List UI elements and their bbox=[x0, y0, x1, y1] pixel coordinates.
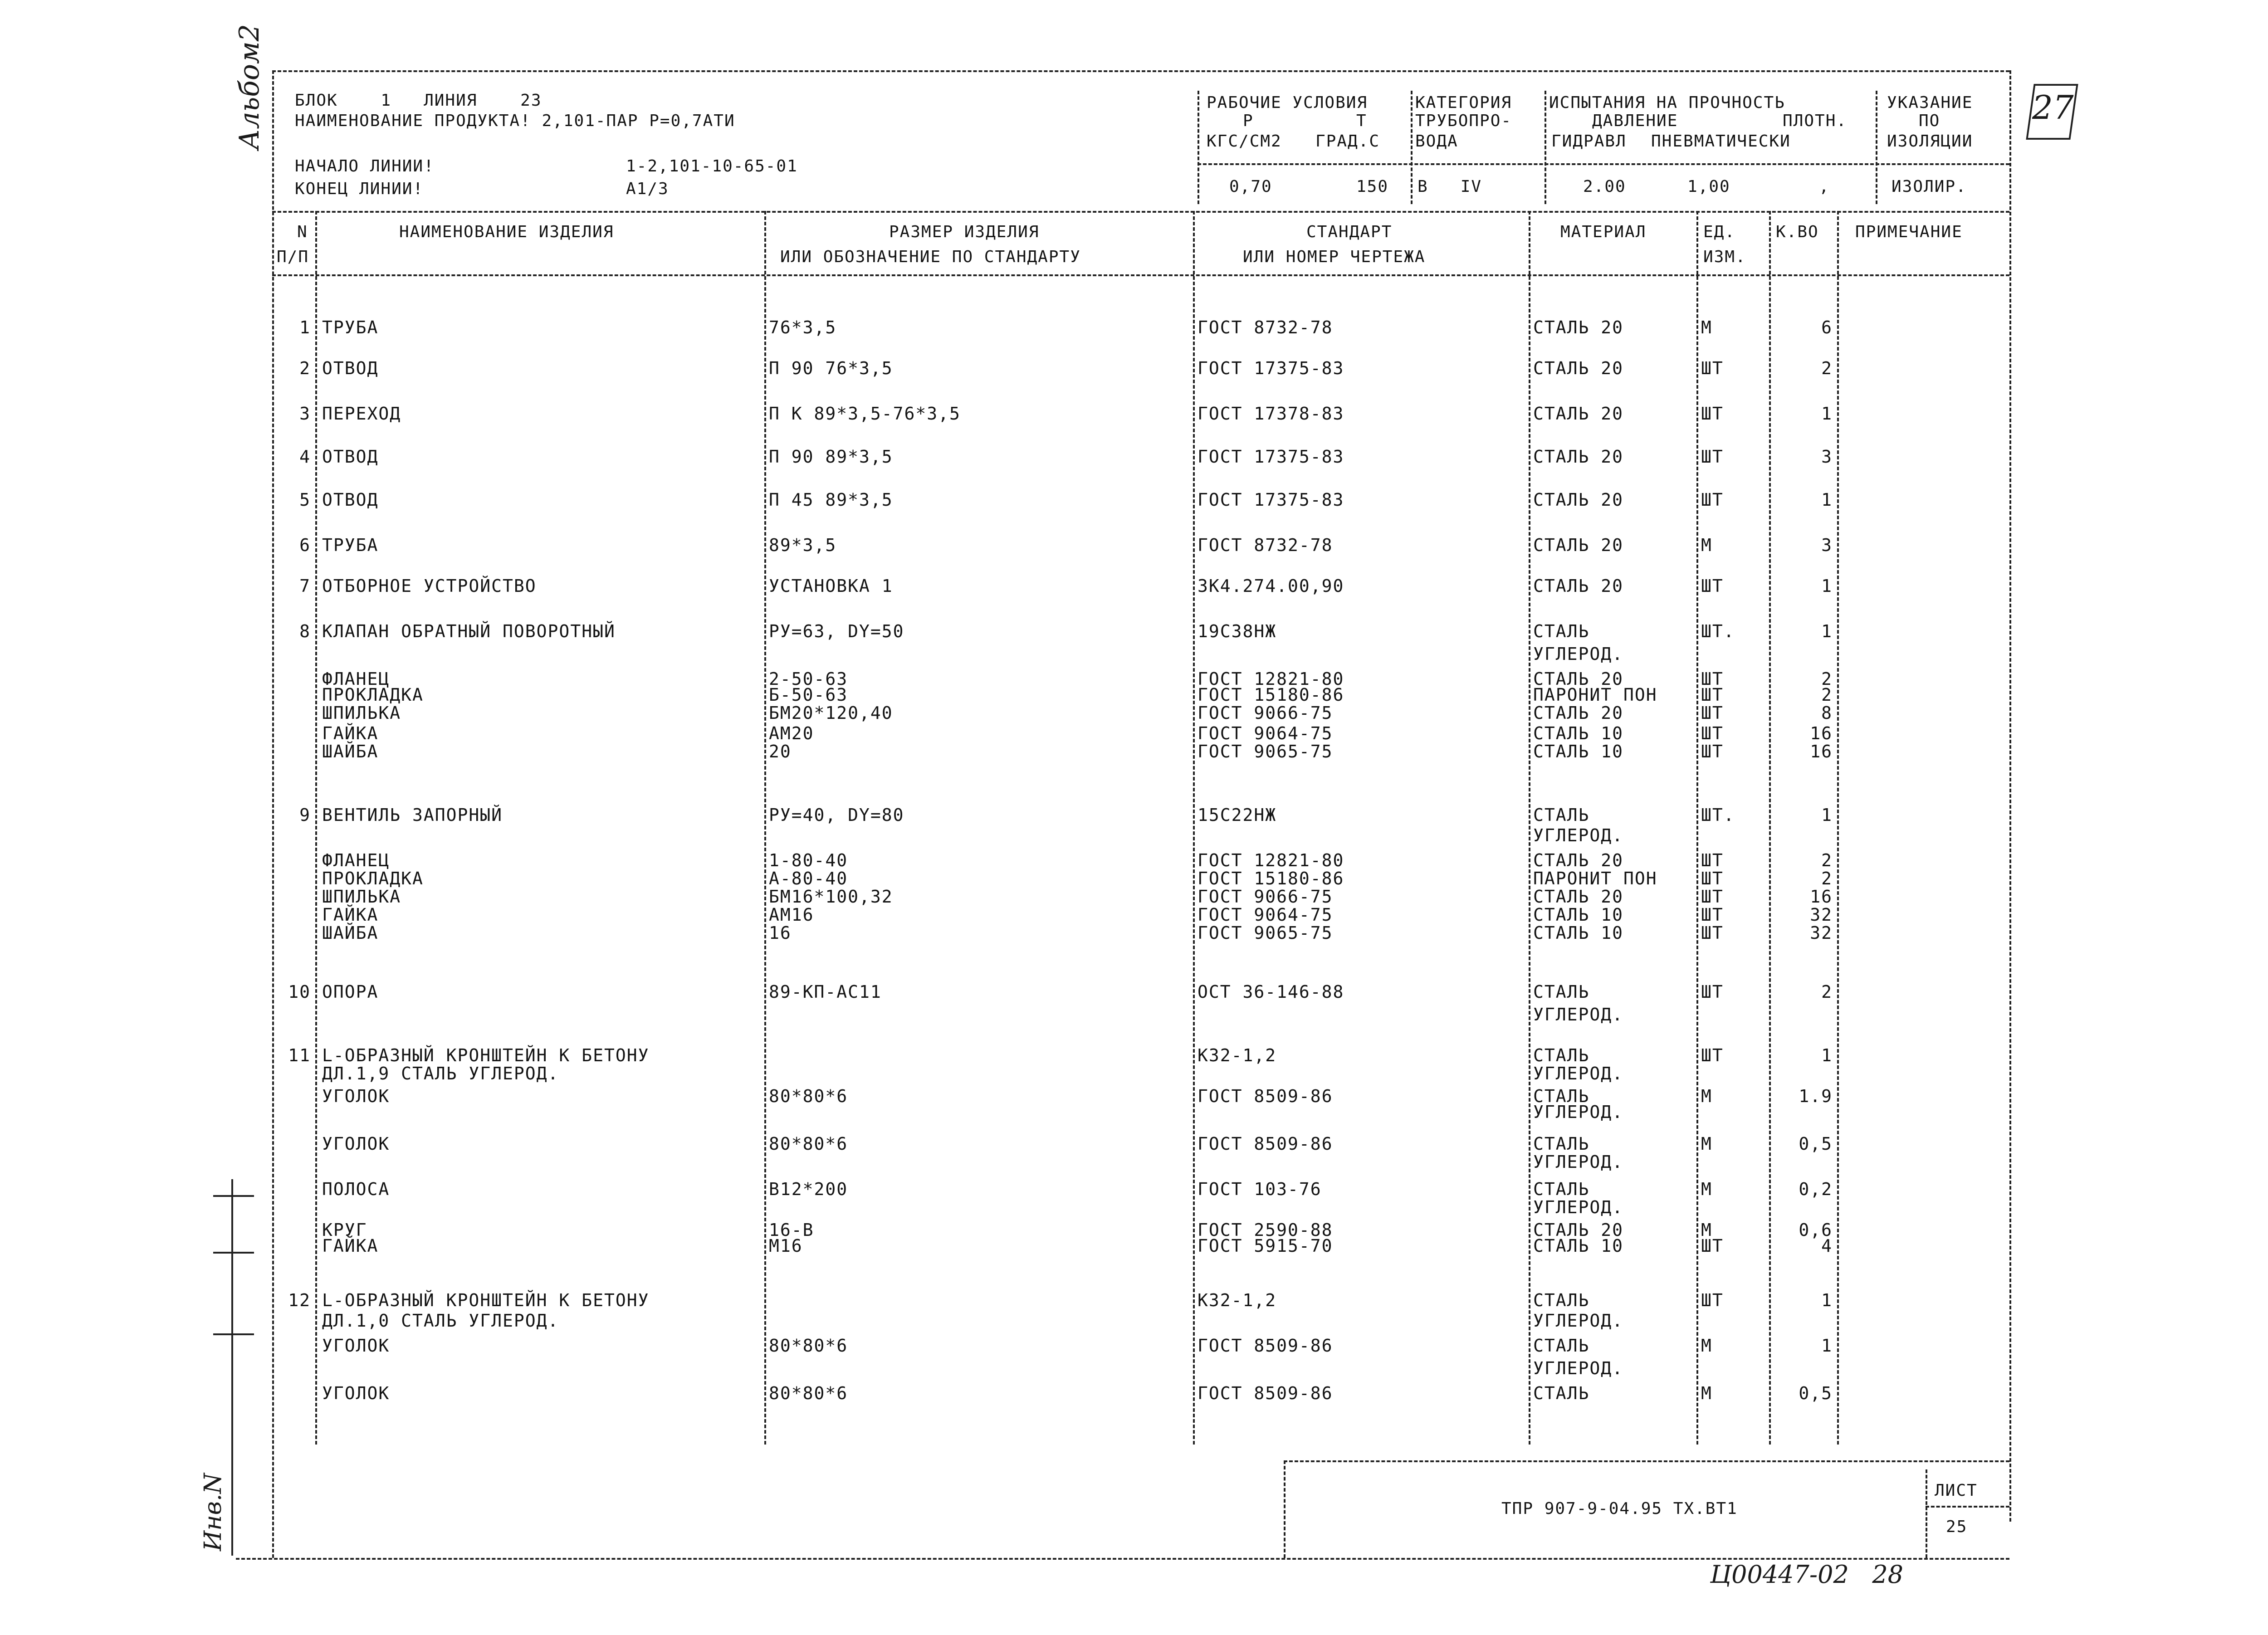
row-38-name: УГОЛОК bbox=[322, 1383, 390, 1403]
row-14-std: ГОСТ 9065-75 bbox=[1198, 742, 1333, 761]
row-3-mat: СТАЛЬ 20 bbox=[1533, 404, 1624, 424]
inv-note: Инв.N bbox=[200, 1473, 227, 1551]
row-32-name: КРУГ bbox=[322, 1220, 367, 1240]
row-17-name: ФЛАНЕЦ bbox=[322, 850, 390, 870]
category: КАТЕГОРИЯ bbox=[1415, 93, 1512, 112]
row-2-std: ГОСТ 17375-83 bbox=[1198, 358, 1344, 378]
row-24-unit: ШТ bbox=[1701, 1045, 1724, 1065]
start-label: НАЧАЛО ЛИНИИ! bbox=[295, 157, 435, 176]
row-17-std: ГОСТ 12821-80 bbox=[1198, 850, 1344, 870]
end-value: А1/3 bbox=[626, 180, 669, 198]
row-22-name: ОПОРА bbox=[322, 982, 379, 1002]
row-15-qty: 1 bbox=[1821, 805, 1833, 825]
row-26-unit: М bbox=[1701, 1086, 1712, 1106]
row-1-mat: СТАЛЬ 20 bbox=[1533, 317, 1624, 337]
row-4-n: 4 bbox=[299, 447, 311, 467]
pipeline-2: ВОДА bbox=[1415, 132, 1458, 151]
row-33-qty: 4 bbox=[1821, 1236, 1833, 1256]
row-32-qty: 0,6 bbox=[1799, 1220, 1833, 1240]
value-p: 0,70 bbox=[1229, 177, 1272, 196]
row-19-size: БМ16*100,32 bbox=[769, 887, 893, 907]
row-19-unit: ШТ bbox=[1701, 887, 1724, 907]
colhead-top bbox=[272, 211, 2009, 213]
row-20-qty: 32 bbox=[1810, 905, 1833, 925]
row-16-mat: УГЛЕРОД. bbox=[1533, 825, 1624, 845]
row-7-unit: ШТ bbox=[1701, 576, 1724, 596]
insul-2: ПО bbox=[1919, 112, 1941, 130]
row-5-qty: 1 bbox=[1821, 490, 1833, 510]
p-unit: КГС/СМ2 bbox=[1207, 132, 1282, 151]
row-13-std: ГОСТ 9064-75 bbox=[1198, 723, 1333, 743]
frame-top bbox=[272, 70, 2009, 72]
row-15-size: РУ=40, DY=80 bbox=[769, 805, 904, 825]
value-category: В IV bbox=[1418, 177, 1482, 196]
col-size-1: РАЗМЕР ИЗДЕЛИЯ bbox=[889, 223, 1040, 241]
row-32-unit: М bbox=[1701, 1220, 1712, 1240]
row-11-mat: ПАРОНИТ ПОН bbox=[1533, 685, 1657, 705]
row-33-name: ГАЙКА bbox=[322, 1236, 379, 1256]
value-hydro: 2.00 bbox=[1583, 177, 1626, 196]
row-15-n: 9 bbox=[299, 805, 311, 825]
product-name: НАИМЕНОВАНИЕ ПРОДУКТА! 2,101-ПАР Р=0,7АТИ bbox=[295, 112, 735, 130]
row-22-unit: ШТ bbox=[1701, 982, 1724, 1002]
row-14-mat: СТАЛЬ 10 bbox=[1533, 742, 1624, 761]
col-std-2: ИЛИ НОМЕР ЧЕРТЕЖА bbox=[1243, 248, 1426, 266]
p-label: Р bbox=[1243, 112, 1254, 130]
row-8-std: 19С38НЖ bbox=[1198, 621, 1277, 641]
row-7-name: ОТБОРНОЕ УСТРОЙСТВО bbox=[322, 576, 537, 596]
row-32-mat: СТАЛЬ 20 bbox=[1533, 1220, 1624, 1240]
header-div-4 bbox=[1876, 91, 1877, 204]
sheet-number: 25 bbox=[1946, 1518, 1968, 1536]
pressure: ДАВЛЕНИЕ bbox=[1592, 112, 1678, 130]
row-22-mat: СТАЛЬ bbox=[1533, 982, 1590, 1002]
sep-std bbox=[1529, 211, 1530, 1445]
row-5-size: П 45 89*3,5 bbox=[769, 490, 893, 510]
row-24-name: L-ОБРАЗНЫЙ КРОНШТЕЙН К БЕТОНУ bbox=[322, 1045, 650, 1065]
row-14-unit: ШТ bbox=[1701, 742, 1724, 761]
row-38-qty: 0,5 bbox=[1799, 1383, 1833, 1403]
row-20-unit: ШТ bbox=[1701, 905, 1724, 925]
header-div-1 bbox=[1198, 91, 1199, 204]
row-12-name: ШПИЛЬКА bbox=[322, 703, 401, 723]
margin-bar bbox=[231, 1179, 233, 1556]
row-8-mat: СТАЛЬ bbox=[1533, 621, 1590, 641]
col-material: МАТЕРИАЛ bbox=[1560, 223, 1647, 241]
row-12-qty: 8 bbox=[1821, 703, 1833, 723]
col-num-1: N bbox=[297, 223, 308, 241]
sep-size bbox=[1193, 211, 1195, 1445]
row-3-std: ГОСТ 17378-83 bbox=[1198, 404, 1344, 424]
handwritten-code: Ц00447-02 28 bbox=[1710, 1560, 1904, 1589]
col-num-2: П/П bbox=[277, 248, 309, 266]
margin-tick-1 bbox=[213, 1195, 254, 1197]
row-35-mat: УГЛЕРОД. bbox=[1533, 1311, 1624, 1331]
test-title: ИСПЫТАНИЯ НА ПРОЧНОСТЬ bbox=[1549, 93, 1785, 112]
row-25-name: ДЛ.1,9 СТАЛЬ УГЛЕРОД. bbox=[322, 1064, 559, 1083]
row-5-std: ГОСТ 17375-83 bbox=[1198, 490, 1344, 510]
row-36-name: УГОЛОК bbox=[322, 1336, 390, 1356]
frame-right bbox=[2009, 70, 2011, 1522]
row-20-size: АМ16 bbox=[769, 905, 814, 925]
row-21-std: ГОСТ 9065-75 bbox=[1198, 923, 1333, 943]
row-15-mat: СТАЛЬ bbox=[1533, 805, 1590, 825]
row-19-std: ГОСТ 9066-75 bbox=[1198, 887, 1333, 907]
row-18-mat: ПАРОНИТ ПОН bbox=[1533, 869, 1657, 888]
row-17-size: 1-80-40 bbox=[769, 850, 848, 870]
row-13-size: АМ20 bbox=[769, 723, 814, 743]
hydro: ГИДРАВЛ bbox=[1551, 132, 1627, 151]
row-21-qty: 32 bbox=[1810, 923, 1833, 943]
row-3-n: 3 bbox=[299, 404, 311, 424]
pipeline-1: ТРУБОПРО- bbox=[1415, 112, 1512, 130]
row-26-name: УГОЛОК bbox=[322, 1086, 390, 1106]
work-conditions: РАБОЧИЕ УСЛОВИЯ bbox=[1207, 93, 1368, 112]
row-30-size: В12*200 bbox=[769, 1179, 848, 1199]
row-1-unit: М bbox=[1701, 317, 1712, 337]
row-26-size: 80*80*6 bbox=[769, 1086, 848, 1106]
row-34-n: 12 bbox=[288, 1290, 311, 1310]
row-30-qty: 0,2 bbox=[1799, 1179, 1833, 1199]
row-19-name: ШПИЛЬКА bbox=[322, 887, 401, 907]
row-5-n: 5 bbox=[299, 490, 311, 510]
sep-qty bbox=[1837, 211, 1839, 1445]
row-3-unit: ШТ bbox=[1701, 404, 1724, 424]
row-6-unit: М bbox=[1701, 535, 1712, 555]
row-2-qty: 2 bbox=[1821, 358, 1833, 378]
end-label: КОНЕЦ ЛИНИИ! bbox=[295, 180, 424, 198]
col-note: ПРИМЕЧАНИЕ bbox=[1855, 223, 1963, 241]
row-14-name: ШАЙБА bbox=[322, 742, 379, 761]
row-17-qty: 2 bbox=[1821, 850, 1833, 870]
row-32-size: 16-В bbox=[769, 1220, 814, 1240]
row-8-size: РУ=63, DY=50 bbox=[769, 621, 904, 641]
colhead-bottom bbox=[272, 274, 2009, 276]
insul-3: ИЗОЛЯЦИИ bbox=[1887, 132, 1973, 151]
row-36-mat: СТАЛЬ bbox=[1533, 1336, 1590, 1356]
row-18-size: А-80-40 bbox=[769, 869, 848, 888]
row-7-size: УСТАНОВКА 1 bbox=[769, 576, 893, 596]
row-29-mat: УГЛЕРОД. bbox=[1533, 1152, 1624, 1172]
row-21-name: ШАЙБА bbox=[322, 923, 379, 943]
row-22-qty: 2 bbox=[1821, 982, 1833, 1002]
t-unit: ГРАД.С bbox=[1315, 132, 1380, 151]
row-7-mat: СТАЛЬ 20 bbox=[1533, 576, 1624, 596]
row-36-std: ГОСТ 8509-86 bbox=[1198, 1336, 1333, 1356]
col-qty: К.ВО bbox=[1776, 223, 1819, 241]
col-unit-2: ИЗМ. bbox=[1703, 248, 1746, 266]
row-6-name: ТРУБА bbox=[322, 535, 379, 555]
row-26-mat: СТАЛЬ bbox=[1533, 1086, 1590, 1106]
row-4-std: ГОСТ 17375-83 bbox=[1198, 447, 1344, 467]
row-2-n: 2 bbox=[299, 358, 311, 378]
margin-tick-3 bbox=[213, 1333, 254, 1335]
block-line: БЛОК 1 ЛИНИЯ 23 bbox=[295, 91, 542, 110]
start-value: 1-2,101-10-65-01 bbox=[626, 157, 798, 176]
row-33-size: М16 bbox=[769, 1236, 803, 1256]
row-34-mat: СТАЛЬ bbox=[1533, 1290, 1590, 1310]
row-20-std: ГОСТ 9064-75 bbox=[1198, 905, 1333, 925]
row-4-mat: СТАЛЬ 20 bbox=[1533, 447, 1624, 467]
row-34-unit: ШТ bbox=[1701, 1290, 1724, 1310]
row-1-n: 1 bbox=[299, 317, 311, 337]
titleblock-left bbox=[1284, 1460, 1286, 1558]
sep-num bbox=[315, 211, 317, 1445]
row-6-std: ГОСТ 8732-78 bbox=[1198, 535, 1333, 555]
row-24-qty: 1 bbox=[1821, 1045, 1833, 1065]
row-4-unit: ШТ bbox=[1701, 447, 1724, 467]
titleblock-top bbox=[1284, 1460, 2009, 1462]
sheet-div bbox=[1926, 1469, 1927, 1558]
row-21-size: 16 bbox=[769, 923, 792, 943]
row-38-std: ГОСТ 8509-86 bbox=[1198, 1383, 1333, 1403]
header-div-2 bbox=[1411, 91, 1413, 204]
row-11-unit: ШТ bbox=[1701, 685, 1724, 705]
row-2-name: ОТВОД bbox=[322, 358, 379, 378]
t-label: Т bbox=[1356, 112, 1367, 130]
row-18-std: ГОСТ 15180-86 bbox=[1198, 869, 1344, 888]
row-34-name: L-ОБРАЗНЫЙ КРОНШТЕЙН К БЕТОНУ bbox=[322, 1290, 650, 1310]
row-2-size: П 90 76*3,5 bbox=[769, 358, 893, 378]
row-30-name: ПОЛОСА bbox=[322, 1179, 390, 1199]
header-values-line bbox=[1198, 163, 2009, 165]
sep-name bbox=[764, 211, 766, 1445]
row-28-mat: СТАЛЬ bbox=[1533, 1134, 1590, 1154]
row-27-mat: УГЛЕРОД. bbox=[1533, 1102, 1624, 1122]
row-2-mat: СТАЛЬ 20 bbox=[1533, 358, 1624, 378]
value-pneumo: 1,00 bbox=[1687, 177, 1730, 196]
row-34-qty: 1 bbox=[1821, 1290, 1833, 1310]
row-14-size: 20 bbox=[769, 742, 792, 761]
row-5-unit: ШТ bbox=[1701, 490, 1724, 510]
doc-code: ТПР 907-9-04.95 ТХ.ВТ1 bbox=[1501, 1499, 1738, 1518]
col-std-1: СТАНДАРТ bbox=[1306, 223, 1393, 241]
row-33-unit: ШТ bbox=[1701, 1236, 1724, 1256]
row-8-unit: ШТ. bbox=[1701, 621, 1735, 641]
row-8-n: 8 bbox=[299, 621, 311, 641]
value-insulation: ИЗОЛИР. bbox=[1892, 177, 1967, 196]
row-15-name: ВЕНТИЛЬ ЗАПОРНЫЙ bbox=[322, 805, 503, 825]
row-3-qty: 1 bbox=[1821, 404, 1833, 424]
row-6-mat: СТАЛЬ 20 bbox=[1533, 535, 1624, 555]
row-23-mat: УГЛЕРОД. bbox=[1533, 1005, 1624, 1025]
row-26-qty: 1.9 bbox=[1799, 1086, 1833, 1106]
header-div-3 bbox=[1545, 91, 1546, 204]
row-28-size: 80*80*6 bbox=[769, 1134, 848, 1154]
row-2-unit: ШТ bbox=[1701, 358, 1724, 378]
density: ПЛОТН. bbox=[1783, 112, 1848, 130]
row-18-name: ПРОКЛАДКА bbox=[322, 869, 424, 888]
row-19-mat: СТАЛЬ 20 bbox=[1533, 887, 1624, 907]
row-38-size: 80*80*6 bbox=[769, 1383, 848, 1403]
row-37-mat: УГЛЕРОД. bbox=[1533, 1358, 1624, 1378]
row-1-std: ГОСТ 8732-78 bbox=[1198, 317, 1333, 337]
row-30-unit: М bbox=[1701, 1179, 1712, 1199]
row-31-mat: УГЛЕРОД. bbox=[1533, 1197, 1624, 1217]
row-12-std: ГОСТ 9066-75 bbox=[1198, 703, 1333, 723]
row-6-qty: 3 bbox=[1821, 535, 1833, 555]
row-13-mat: СТАЛЬ 10 bbox=[1533, 723, 1624, 743]
row-15-unit: ШТ. bbox=[1701, 805, 1735, 825]
row-5-name: ОТВОД bbox=[322, 490, 379, 510]
row-13-qty: 16 bbox=[1810, 723, 1833, 743]
row-30-mat: СТАЛЬ bbox=[1533, 1179, 1590, 1199]
col-unit-1: ЕД. bbox=[1703, 223, 1736, 241]
page-stamp: 27 bbox=[2032, 88, 2074, 127]
row-35-name: ДЛ.1,0 СТАЛЬ УГЛЕРОД. bbox=[322, 1311, 559, 1331]
col-size-2: ИЛИ ОБОЗНАЧЕНИЕ ПО СТАНДАРТУ bbox=[780, 248, 1081, 266]
row-11-name: ПРОКЛАДКА bbox=[322, 685, 424, 705]
row-10-unit: ШТ bbox=[1701, 669, 1724, 689]
row-10-qty: 2 bbox=[1821, 669, 1833, 689]
row-28-name: УГОЛОК bbox=[322, 1134, 390, 1154]
row-33-mat: СТАЛЬ 10 bbox=[1533, 1236, 1624, 1256]
row-30-std: ГОСТ 103-76 bbox=[1198, 1179, 1322, 1199]
insul-1: УКАЗАНИЕ bbox=[1887, 93, 1973, 112]
row-21-unit: ШТ bbox=[1701, 923, 1724, 943]
margin-tick-2 bbox=[213, 1252, 254, 1254]
sep-mat bbox=[1696, 211, 1698, 1445]
row-36-qty: 1 bbox=[1821, 1336, 1833, 1356]
sheet-line bbox=[1926, 1506, 2009, 1508]
col-name: НАИМЕНОВАНИЕ ИЗДЕЛИЯ bbox=[399, 223, 614, 241]
row-24-mat: СТАЛЬ bbox=[1533, 1045, 1590, 1065]
row-19-qty: 16 bbox=[1810, 887, 1833, 907]
row-5-mat: СТАЛЬ 20 bbox=[1533, 490, 1624, 510]
row-36-unit: М bbox=[1701, 1336, 1712, 1356]
row-7-n: 7 bbox=[299, 576, 311, 596]
row-4-name: ОТВОД bbox=[322, 447, 379, 467]
row-3-size: П К 89*3,5-76*3,5 bbox=[769, 404, 961, 424]
row-1-size: 76*3,5 bbox=[769, 317, 837, 337]
row-1-qty: 6 bbox=[1821, 317, 1833, 337]
frame-bottom bbox=[236, 1558, 2009, 1560]
row-28-unit: М bbox=[1701, 1134, 1712, 1154]
row-12-mat: СТАЛЬ 20 bbox=[1533, 703, 1624, 723]
row-7-qty: 1 bbox=[1821, 576, 1833, 596]
row-38-unit: М bbox=[1701, 1383, 1712, 1403]
row-18-qty: 2 bbox=[1821, 869, 1833, 888]
frame-left bbox=[272, 70, 274, 1558]
row-34-std: К32-1,2 bbox=[1198, 1290, 1277, 1310]
row-38-mat: СТАЛЬ bbox=[1533, 1383, 1590, 1403]
row-10-std: ГОСТ 12821-80 bbox=[1198, 669, 1344, 689]
row-14-qty: 16 bbox=[1810, 742, 1833, 761]
row-22-n: 10 bbox=[288, 982, 311, 1002]
row-25-mat: УГЛЕРОД. bbox=[1533, 1064, 1624, 1083]
row-7-std: 3К4.274.00,90 bbox=[1198, 576, 1344, 596]
row-8-qty: 1 bbox=[1821, 621, 1833, 641]
row-9-mat: УГЛЕРОД. bbox=[1533, 644, 1624, 664]
row-12-unit: ШТ bbox=[1701, 703, 1724, 723]
value-density: , bbox=[1819, 177, 1830, 196]
row-6-size: 89*3,5 bbox=[769, 535, 837, 555]
row-24-std: К32-1,2 bbox=[1198, 1045, 1277, 1065]
row-18-unit: ШТ bbox=[1701, 869, 1724, 888]
row-11-std: ГОСТ 15180-86 bbox=[1198, 685, 1344, 705]
row-10-name: ФЛАНЕЦ bbox=[322, 669, 390, 689]
row-24-n: 11 bbox=[288, 1045, 311, 1065]
row-20-mat: СТАЛЬ 10 bbox=[1533, 905, 1624, 925]
row-32-std: ГОСТ 2590-88 bbox=[1198, 1220, 1333, 1240]
row-11-qty: 2 bbox=[1821, 685, 1833, 705]
row-26-std: ГОСТ 8509-86 bbox=[1198, 1086, 1333, 1106]
row-15-std: 15С22НЖ bbox=[1198, 805, 1277, 825]
row-13-unit: ШТ bbox=[1701, 723, 1724, 743]
value-t: 150 bbox=[1356, 177, 1389, 196]
row-17-unit: ШТ bbox=[1701, 850, 1724, 870]
row-28-std: ГОСТ 8509-86 bbox=[1198, 1134, 1333, 1154]
row-10-mat: СТАЛЬ 20 bbox=[1533, 669, 1624, 689]
row-12-size: БМ20*120,40 bbox=[769, 703, 893, 723]
sep-unit bbox=[1769, 211, 1771, 1445]
row-4-qty: 3 bbox=[1821, 447, 1833, 467]
row-17-mat: СТАЛЬ 20 bbox=[1533, 850, 1624, 870]
row-6-n: 6 bbox=[299, 535, 311, 555]
album-note: Альбом2 bbox=[234, 24, 265, 150]
pneumo: ПНЕВМАТИЧЕСКИ bbox=[1651, 132, 1791, 151]
row-10-size: 2-50-63 bbox=[769, 669, 848, 689]
row-36-size: 80*80*6 bbox=[769, 1336, 848, 1356]
row-4-size: П 90 89*3,5 bbox=[769, 447, 893, 467]
sheet-label: ЛИСТ bbox=[1935, 1481, 1978, 1500]
row-13-name: ГАЙКА bbox=[322, 723, 379, 743]
row-1-name: ТРУБА bbox=[322, 317, 379, 337]
row-33-std: ГОСТ 5915-70 bbox=[1198, 1236, 1333, 1256]
row-11-size: Б-50-63 bbox=[769, 685, 848, 705]
row-22-size: 89-КП-АС11 bbox=[769, 982, 882, 1002]
row-20-name: ГАЙКА bbox=[322, 905, 379, 925]
row-8-name: КЛАПАН ОБРАТНЫЙ ПОВОРОТНЫЙ bbox=[322, 621, 616, 641]
row-21-mat: СТАЛЬ 10 bbox=[1533, 923, 1624, 943]
row-3-name: ПЕРЕХОД bbox=[322, 404, 401, 424]
row-22-std: ОСТ 36-146-88 bbox=[1198, 982, 1344, 1002]
row-28-qty: 0,5 bbox=[1799, 1134, 1833, 1154]
